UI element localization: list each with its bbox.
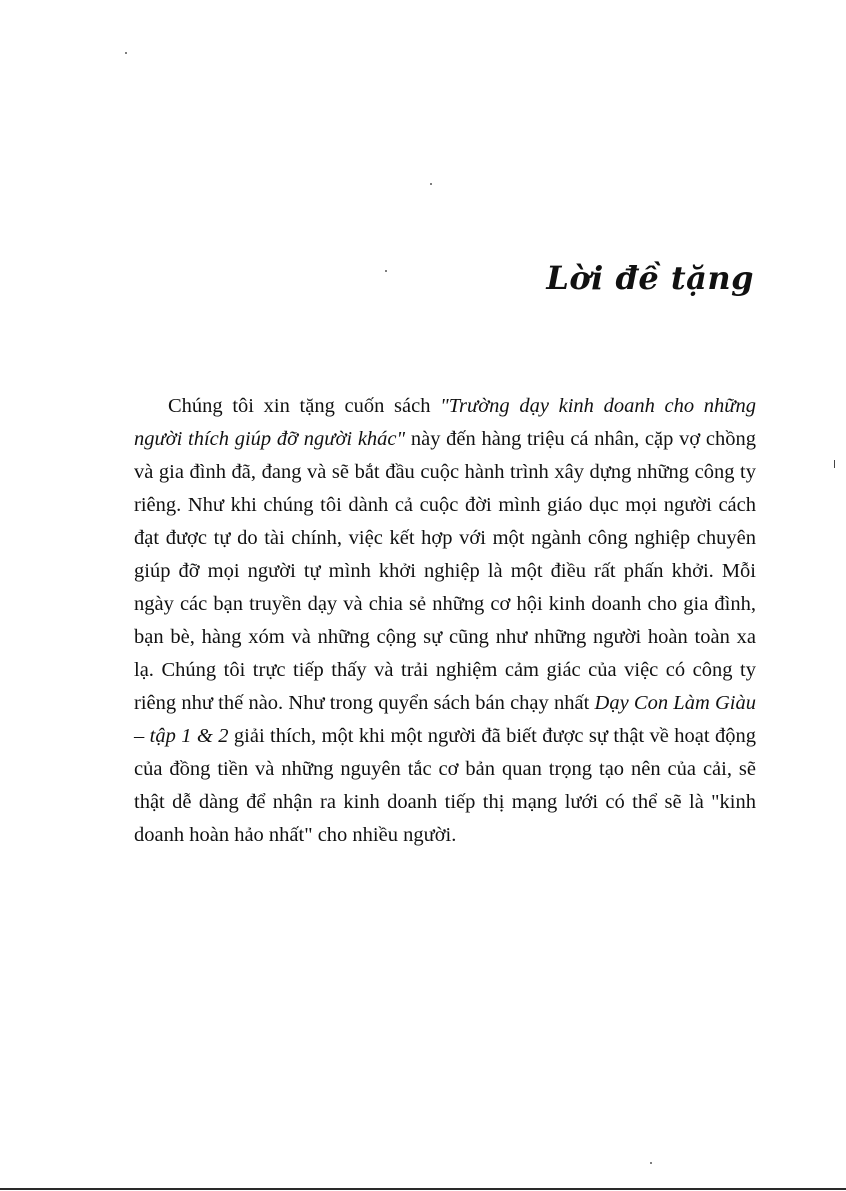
scan-speck: [125, 52, 127, 54]
page-title: Lời đề tặng: [546, 259, 754, 298]
scan-speck: [650, 1162, 652, 1164]
paragraph-text-part-1: Chúng tôi xin tặng cuốn sách: [168, 394, 441, 417]
paragraph-text-part-2: này đến hàng triệu cá nhân, cặp vợ chồng và gia đình đã, đang và sẽ bắt đầu cuộc hành trình xây dựng những công ty riêng. Như khi chúng tôi dành cả cuộc đời mình giáo dục mọi người cách đạt được tự do tài chính, việc kết hợp với một ngành công nghiệp chuyên giúp đỡ mọi người tự mình khởi nghiệp là một điều rất phấn khởi. Mỗi ngày các bạn truyền dạy và chia sẻ những cơ hội kinh doanh cho gia đình, bạn bè, hàng xóm và những cộng sự cũng như những người hoàn toàn xa lạ. Chúng tôi trực tiếp thấy và trải nghiệm cảm giác của việc có công ty riêng như thế nào. Như trong quyển sách bán chạy nhất: [134, 427, 756, 714]
scan-edge-mark: [834, 460, 835, 468]
dedication-paragraph: [134, 390, 756, 852]
scan-speck: [430, 183, 432, 185]
paragraph-text-part-3: giải thích, một khi một người đã biết được sự thật về hoạt động của đồng tiền và những nguyên tắc cơ bản quan trọng tạo nên của cải, sẽ thật dễ dàng để nhận ra kinh doanh tiếp thị mạng lưới có thể sẽ là "kinh doanh hoàn hảo nhất" cho nhiều người.: [134, 724, 756, 846]
book-title-quoted: "Trường dạy kinh doanh cho những người thích giúp đỡ người khác": [134, 394, 756, 450]
scan-speck: [385, 270, 387, 272]
page-bottom-edge: [0, 1188, 846, 1190]
series-title: Dạy Con Làm Giàu – tập 1 & 2: [134, 691, 756, 747]
